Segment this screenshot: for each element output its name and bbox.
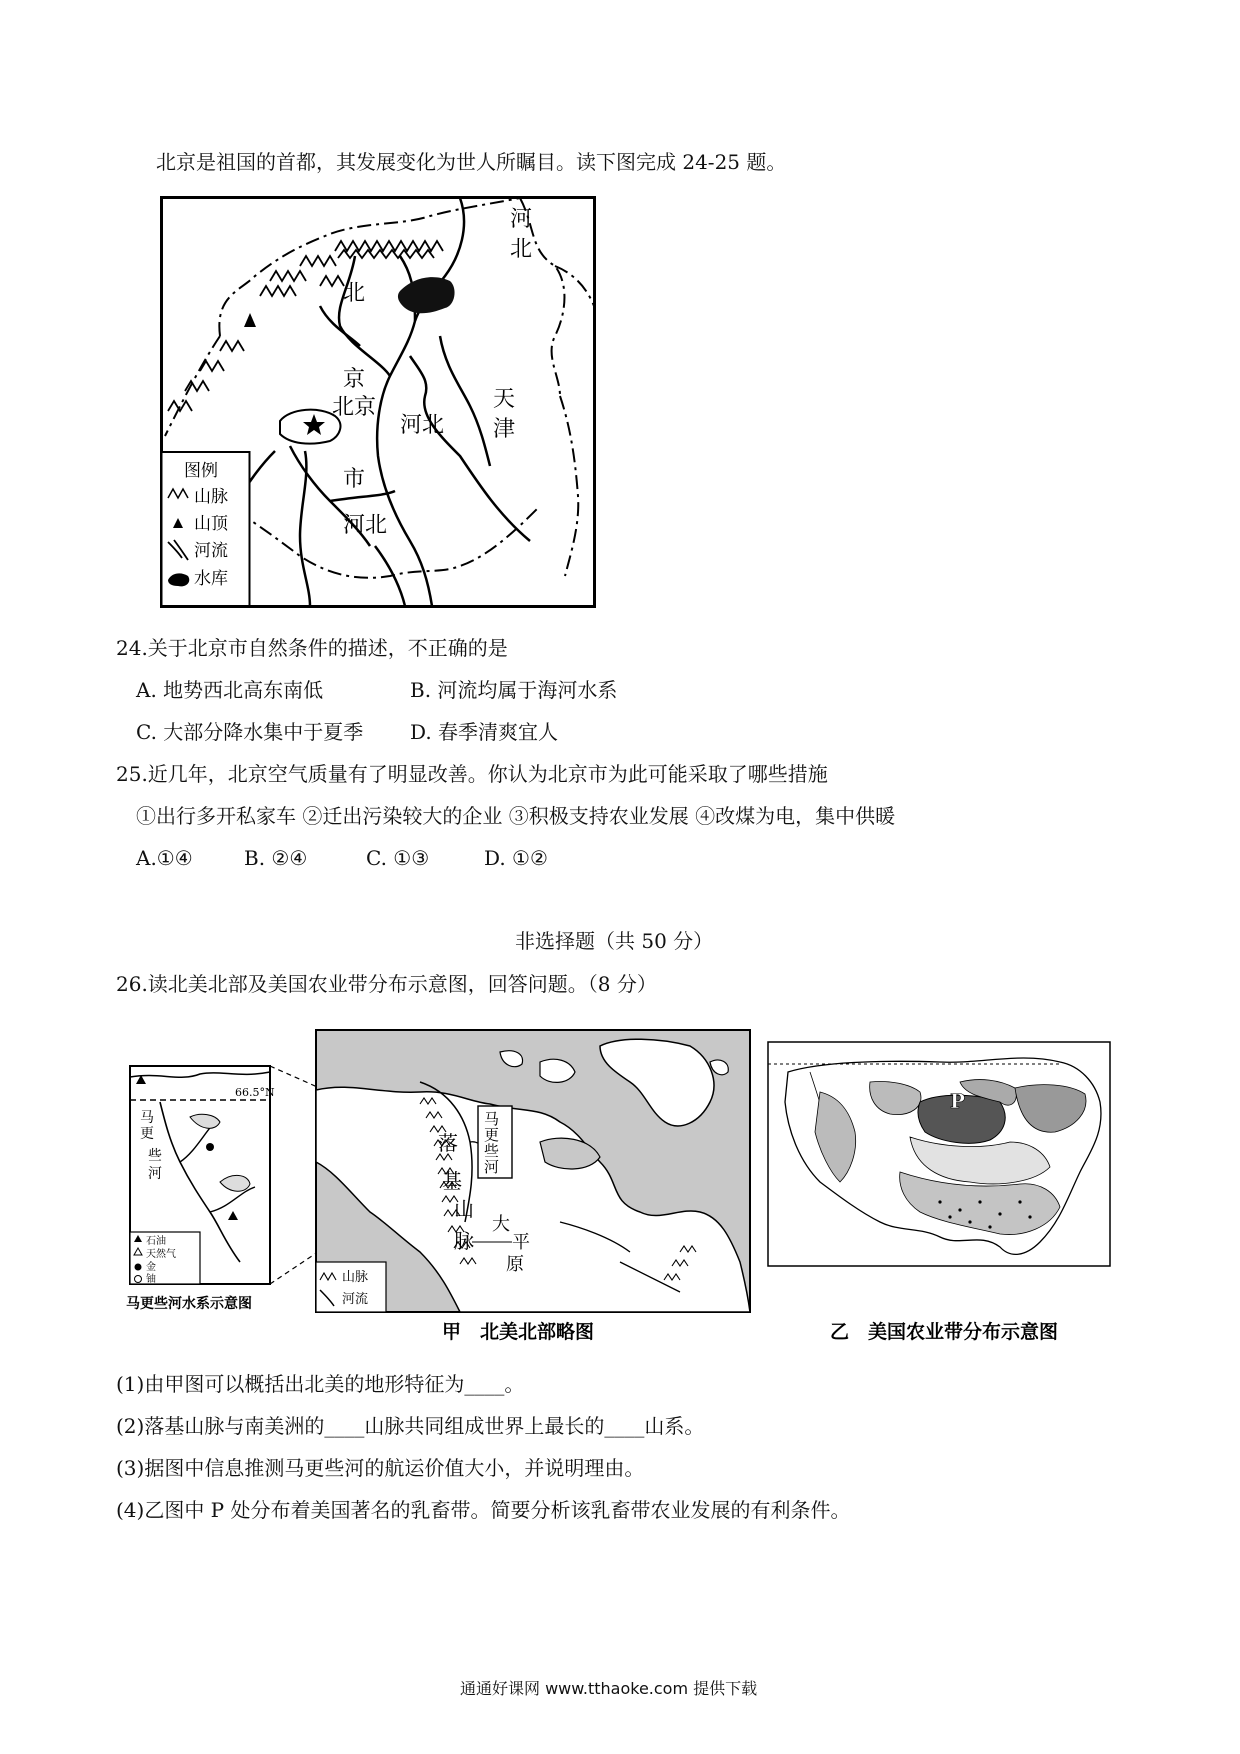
inset-legend-gold: 金 <box>146 1262 156 1273</box>
label-hebei-bottom: 河北 <box>343 513 388 538</box>
q26-stem: 26.读北美北部及美国农业带分布示意图，回答问题。（8 分） <box>116 972 657 996</box>
label-he: 河 <box>510 207 533 232</box>
inset-river-geng: 更 <box>140 1126 154 1142</box>
legend-item-reservoir: 水库 <box>194 569 228 589</box>
jia-label-ping: 平 <box>512 1232 530 1253</box>
inset-legend-uranium: 铀 <box>146 1274 156 1285</box>
q24-option-c[interactable]: C. 大部分降水集中于夏季 <box>136 720 364 744</box>
jia-legend-river: 河流 <box>342 1292 369 1307</box>
q25-option-b[interactable]: B. ②④ <box>244 846 308 870</box>
inset-legend-gas: 天然气 <box>146 1249 176 1260</box>
map1-legend <box>162 452 250 606</box>
jia-label-mai: 脉 <box>454 1229 474 1253</box>
q25-stem: 25.近几年，北京空气质量有了明显改善。你认为北京市为此可能采取了哪些措施 <box>116 762 828 786</box>
gold-legend-icon <box>135 1264 142 1271</box>
yi-label-p: P <box>950 1089 966 1113</box>
gold-mine-icon <box>206 1143 214 1151</box>
q26-sub-1: (1)由甲图可以概括出北美的地形特征为____。 <box>116 1372 525 1396</box>
map-jia <box>316 1030 750 1343</box>
inset-caption: 马更些河水系示意图 <box>126 1296 252 1312</box>
jia-label-luo: 落 <box>438 1131 458 1155</box>
mackenzie-inset <box>126 1066 275 1312</box>
jia-label-geng: 更 <box>484 1126 500 1144</box>
label-beijing-city: 北京 <box>332 395 377 420</box>
q25-option-c[interactable]: C. ①③ <box>366 846 430 870</box>
jia-label-ji: 基 <box>442 1169 462 1193</box>
q24-option-b[interactable]: B. 河流均属于海河水系 <box>410 678 618 702</box>
section-title: 非选择题（共 50 分） <box>515 929 714 953</box>
inset-legend-oil: 石油 <box>146 1236 166 1247</box>
q26-sub-3: (3)据图中信息推测马更些河的航运价值大小，并说明理由。 <box>116 1456 645 1480</box>
jia-label-xie: 些 <box>484 1142 500 1160</box>
jia-caption: 甲 北美北部略图 <box>442 1321 595 1343</box>
inset-lat-label: 66.5°N <box>235 1086 275 1099</box>
page-footer: 通通好课网 www.tthaoke.com 提供下载 <box>460 1679 758 1698</box>
intro-text: 北京是祖国的首都，其发展变化为世人所瞩目。读下图完成 24-25 题。 <box>156 150 787 174</box>
legend-item-peak: 山顶 <box>194 514 228 534</box>
label-tian: 天 <box>493 387 516 412</box>
q25-choices: ①出行多开私家车 ②迁出污染较大的企业 ③积极支持农业发展 ④改煤为电，集中供暖 <box>136 804 896 828</box>
legend-item-mountain: 山脉 <box>194 487 228 507</box>
jia-label-yuan: 原 <box>506 1254 524 1275</box>
jia-label-shan: 山 <box>454 1197 474 1221</box>
label-jin: 津 <box>493 417 516 442</box>
q24-option-d[interactable]: D. 春季清爽宜人 <box>410 720 559 744</box>
q26-sub-2: (2)落基山脉与南美洲的____山脉共同组成世界上最长的____山系。 <box>116 1414 705 1438</box>
label-shi: 市 <box>343 467 366 492</box>
yi-caption: 乙 美国农业带分布示意图 <box>830 1321 1059 1343</box>
inset-river-ma: 马 <box>140 1110 154 1126</box>
map-yi <box>768 1042 1110 1343</box>
legend-item-river: 河流 <box>194 541 228 561</box>
jia-label-da: 大 <box>492 1214 510 1235</box>
beijing-map <box>160 196 596 608</box>
jia-legend-mountain: 山脉 <box>342 1270 369 1285</box>
label-jing: 京 <box>343 367 366 392</box>
inset-river-xie: 些 <box>148 1148 162 1164</box>
jia-label-he: 河 <box>484 1158 500 1176</box>
jia-label-ma: 马 <box>484 1110 500 1128</box>
q25-option-d[interactable]: D. ①② <box>484 846 548 870</box>
label-hebei-mid: 河北 <box>400 413 445 438</box>
legend-title: 图例 <box>184 461 218 481</box>
label-bei: 北 <box>343 281 366 306</box>
inset-river-he: 河 <box>148 1166 162 1182</box>
q26-sub-4: (4)乙图中 P 处分布着美国著名的乳畜带。简要分析该乳畜带农业发展的有利条件。 <box>116 1498 851 1522</box>
label-bei-top: 北 <box>510 237 533 262</box>
q26-figures <box>120 1022 1120 1352</box>
q25-option-a[interactable]: A.①④ <box>136 846 193 870</box>
q24-option-a[interactable]: A. 地势西北高东南低 <box>136 678 324 702</box>
q24-stem: 24.关于北京市自然条件的描述，不正确的是 <box>116 636 508 660</box>
